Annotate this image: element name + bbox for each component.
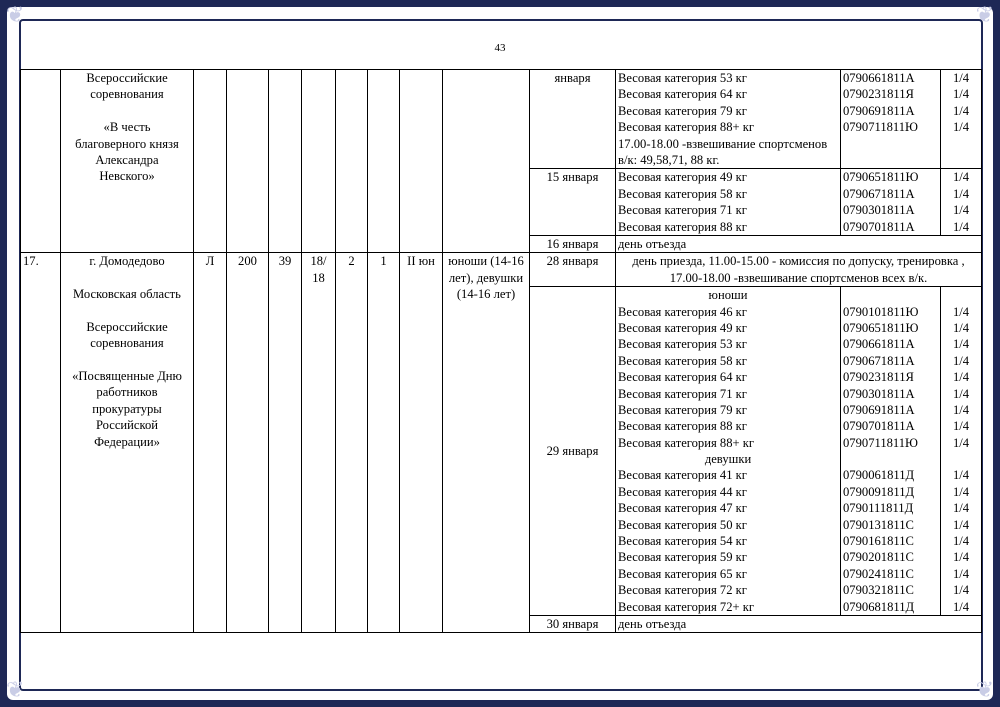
date-cell: 15 января: [530, 169, 616, 236]
category-code: 0790201811С: [843, 550, 914, 565]
category-fraction: 1/4: [952, 566, 970, 581]
event-line: Невского»: [99, 169, 155, 184]
event-line: Всероссийские: [86, 319, 168, 334]
code-cell: [841, 70, 941, 169]
event-line: соревнования: [90, 87, 164, 102]
event-line: работников: [96, 385, 158, 400]
date-cell: 30 января: [530, 615, 616, 632]
weight-category: Весовая категория 79 кг: [618, 402, 747, 417]
category-fraction: 1/4: [952, 219, 970, 234]
category-code: 0790161811С: [843, 534, 914, 549]
weight-category: Весовая категория 49 кг: [618, 320, 747, 335]
event-cell: [61, 70, 194, 253]
category-fraction: 1/4: [952, 186, 970, 201]
event-line: Российской: [95, 418, 159, 433]
weight-category: Весовая категория 88 кг: [618, 219, 747, 234]
weight-category: Весовая категория 65 кг: [618, 566, 747, 581]
fraction-cell: [941, 169, 982, 236]
event-line: «В честь: [103, 120, 151, 135]
category-cell: [616, 169, 841, 236]
category-fraction: 1/4: [952, 120, 970, 135]
category-fraction: 1/4: [952, 170, 970, 185]
arrival-text: день приезда, 11.00-15.00 - комиссия по допуску, тренировка , 17.00-18.00 -взвешивание спортсменов всех в/к.: [616, 253, 982, 287]
weight-category: Весовая категория 71 кг: [618, 203, 747, 218]
cell-number: 17.: [21, 253, 61, 633]
weight-category: Весовая категория 41 кг: [618, 468, 747, 483]
category-fraction: 1/4: [952, 501, 970, 516]
category-code: 0790671811А: [843, 186, 915, 201]
weight-category: Весовая категория 53 кг: [618, 337, 747, 352]
category-fraction: 1/4: [952, 370, 970, 385]
category-fraction: 1/4: [952, 484, 970, 499]
corner-ornament-icon: ❦: [975, 678, 994, 703]
category-fraction: 1/4: [952, 599, 970, 614]
code-cell: [841, 287, 941, 616]
corner-ornament-icon: ❦: [6, 3, 25, 28]
category-code: 0790111811Д: [843, 501, 914, 516]
cell-value: 2: [336, 253, 368, 633]
category-fraction: 1/4: [952, 468, 970, 483]
category-fraction: 1/4: [952, 534, 970, 549]
category-code: 0790061811Д: [843, 468, 915, 483]
category-fraction: 1/4: [952, 517, 970, 532]
boys-header: юноши: [708, 288, 748, 303]
category-code: 0790711811Ю: [843, 435, 918, 450]
category-fraction: 1/4: [952, 103, 970, 118]
weight-category: Весовая категория 72+ кг: [618, 599, 755, 614]
event-line: г. Домодедово: [89, 254, 165, 269]
cell-value: 1: [368, 253, 400, 633]
date-cell: 28 января: [530, 253, 616, 287]
weight-category: Весовая категория 88 кг: [618, 419, 747, 434]
category-fraction: 1/4: [952, 419, 970, 434]
cell-value: 18/ 18: [302, 253, 336, 633]
weight-category: Весовая категория 44 кг: [618, 484, 747, 499]
weight-category: Весовая категория 53 кг: [618, 71, 747, 85]
event-line: прокуратуры: [92, 401, 162, 416]
code-cell: [841, 169, 941, 236]
category-code: 0790701811А: [843, 419, 915, 434]
weight-category: Весовая категория 71 кг: [618, 386, 747, 401]
event-line: [63, 352, 191, 368]
girls-header: девушки: [704, 452, 752, 467]
weight-category: Весовая категория 58 кг: [618, 186, 747, 201]
table-row: [21, 70, 982, 169]
category-fraction: 1/4: [952, 402, 970, 417]
category-fraction: 1/4: [952, 386, 970, 401]
date-cell: 29 января: [530, 287, 616, 616]
category-code: 0790651811Ю: [843, 170, 919, 185]
category-code: 0790091811Д: [843, 484, 915, 499]
event-line: [63, 303, 191, 319]
category-code: 0790691811А: [843, 402, 915, 417]
category-fraction: 1/4: [952, 550, 970, 565]
event-line: благоверного князя: [75, 136, 179, 151]
fraction-cell: [941, 287, 982, 616]
event-line: соревнования: [90, 336, 164, 351]
participants-cell: юноши (14-16 лет), девушки (14-16 лет): [443, 253, 530, 633]
cell-rank: II юн: [400, 253, 443, 633]
event-line: Федерации»: [94, 434, 160, 449]
cell-type: Л: [194, 253, 227, 633]
category-code: 0790241811С: [843, 566, 914, 581]
corner-ornament-icon: ❦: [6, 678, 25, 703]
departure-text: день отъезда: [616, 235, 982, 252]
weight-category: Весовая категория 58 кг: [618, 353, 747, 368]
category-code: 0790671811А: [843, 353, 915, 368]
weight-category: Весовая категория 72 кг: [618, 583, 747, 598]
category-cell: [616, 287, 841, 616]
weight-category: Весовая категория 54 кг: [618, 534, 747, 549]
departure-text: день отъезда: [616, 615, 982, 632]
category-fraction: 1/4: [952, 71, 970, 85]
event-cell: [61, 253, 194, 633]
category-code: 0790661811А: [843, 337, 915, 352]
date-cell: 16 января: [530, 235, 616, 252]
event-description: [63, 253, 191, 450]
category-fraction: 1/4: [952, 304, 970, 319]
category-code: 0790711811Ю: [843, 120, 918, 135]
event-line: «Посвященные Дню: [72, 369, 182, 384]
date-cell: января: [530, 70, 616, 169]
category-cell: [616, 70, 841, 169]
category-code: 0790101811Ю: [843, 304, 919, 319]
corner-ornament-icon: ❦: [975, 3, 994, 28]
page-number: 43: [494, 42, 506, 54]
weigh-in-note: 17.00-18.00 -взвешивание спортсменов в/к: 49,58,71, 88 кг.: [618, 136, 828, 167]
category-fraction: 1/4: [952, 337, 970, 352]
category-code: 0790661811А: [843, 71, 915, 85]
category-fraction: 1/4: [952, 353, 970, 368]
weight-category: Весовая категория 64 кг: [618, 87, 747, 102]
category-code: 0790321811С: [843, 583, 914, 598]
category-fraction: 1/4: [952, 87, 970, 102]
category-code: 0790701811А: [843, 219, 915, 234]
cell-number: [21, 70, 61, 253]
category-code: 0790231811Я: [843, 370, 914, 385]
event-line: [63, 270, 191, 286]
weight-category: Весовая категория 79 кг: [618, 103, 747, 118]
weight-category: Весовая категория 88+ кг: [618, 120, 755, 135]
weight-category: Весовая категория 50 кг: [618, 517, 747, 532]
cell-value: 39: [269, 253, 302, 633]
event-line: Александра: [95, 152, 159, 167]
weight-category: Весовая категория 64 кг: [618, 370, 747, 385]
category-fraction: 1/4: [952, 203, 970, 218]
table-row: [21, 253, 982, 287]
category-fraction: 1/4: [952, 583, 970, 598]
schedule-table: [20, 69, 982, 633]
event-line: Всероссийские: [86, 71, 168, 85]
weight-category: Весовая категория 47 кг: [618, 501, 747, 516]
event-line: [63, 103, 191, 119]
event-description: [63, 70, 191, 185]
cell-value: 200: [227, 253, 269, 633]
category-code: 0790691811А: [843, 103, 915, 118]
category-code: 0790231811Я: [843, 87, 914, 102]
category-code: 0790651811Ю: [843, 320, 919, 335]
weight-category: Весовая категория 49 кг: [618, 170, 747, 185]
category-code: 0790681811Д: [843, 599, 915, 614]
category-fraction: 1/4: [952, 435, 970, 450]
weight-category: Весовая категория 46 кг: [618, 304, 747, 319]
category-code: 0790301811А: [843, 386, 915, 401]
fraction-cell: [941, 70, 982, 169]
category-code: 0790301811А: [843, 203, 915, 218]
weight-category: Весовая категория 59 кг: [618, 550, 747, 565]
event-line: Московская область: [73, 287, 181, 302]
category-code: 0790131811С: [843, 517, 914, 532]
weight-category: Весовая категория 88+ кг: [618, 435, 755, 450]
category-fraction: 1/4: [952, 320, 970, 335]
